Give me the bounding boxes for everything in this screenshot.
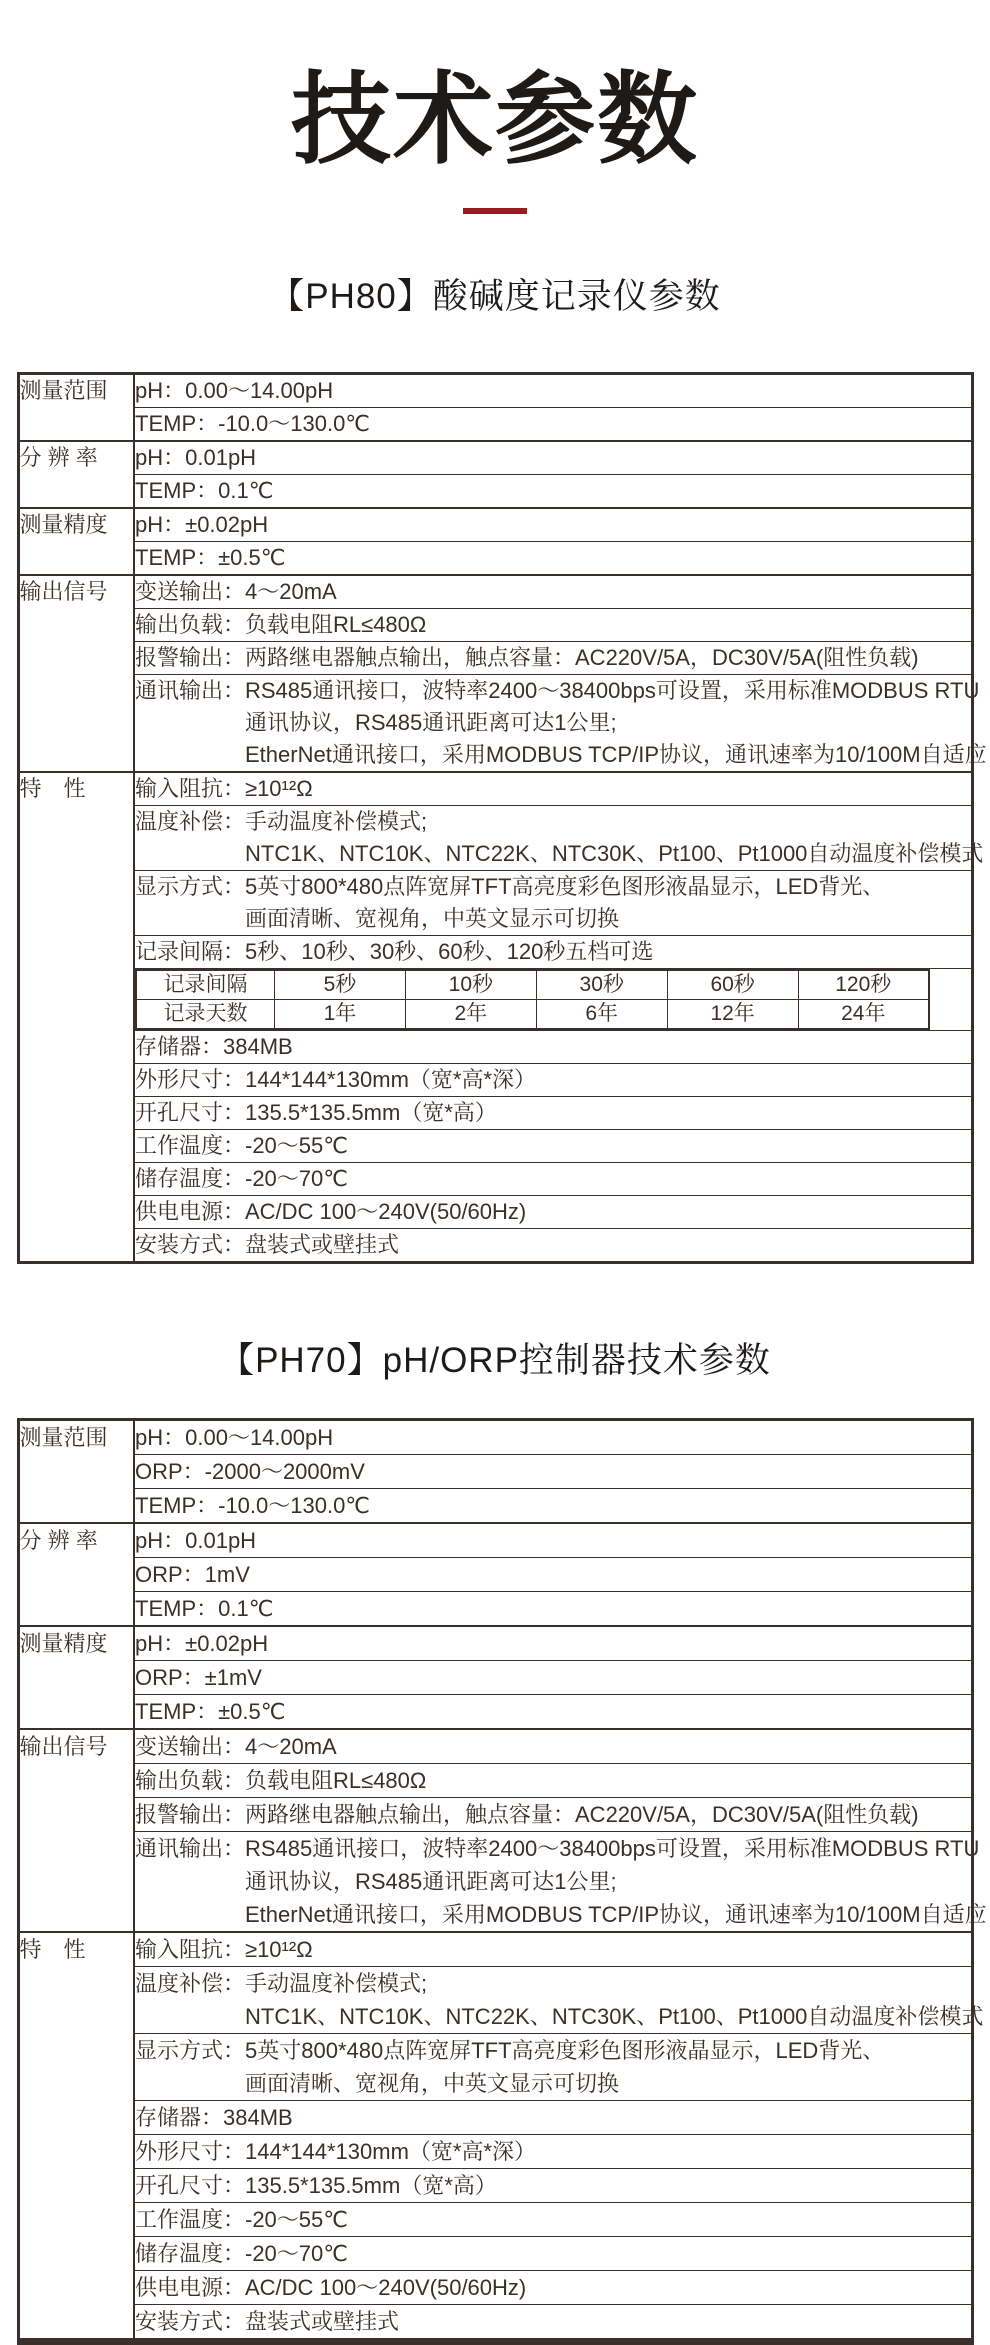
spec-value-cell bbox=[134, 2305, 972, 2342]
spec-text-line: 存储器：384MB bbox=[135, 2105, 293, 2130]
spec-row bbox=[18, 1764, 972, 1798]
spec-text-line: pH：0.01pH bbox=[135, 445, 257, 470]
spec-row bbox=[18, 1097, 972, 1130]
spec-value-cell bbox=[134, 936, 972, 969]
spec-row bbox=[18, 1523, 972, 1558]
spec-text-line: 报警输出：两路继电器触点输出，触点容量：AC220V/5A，DC30V/5A(阻性负载) bbox=[135, 645, 919, 670]
spec-value-cell bbox=[134, 2271, 972, 2305]
spec-row bbox=[18, 374, 972, 408]
spec-row bbox=[18, 1196, 972, 1229]
spec-value-cell bbox=[134, 1523, 972, 1558]
spec-row bbox=[18, 1798, 972, 1832]
spec-value-cell bbox=[134, 1764, 972, 1798]
group-label-output-signal: 输出信号 bbox=[18, 575, 134, 772]
group-label-resolution: 分 辨 率 bbox=[18, 441, 134, 508]
spec-value-cell bbox=[134, 2034, 972, 2101]
spec-text-line: 输出负载：负载电阻RL≤480Ω bbox=[135, 612, 427, 637]
spec-text-line: 储存温度：-20～70℃ bbox=[135, 1166, 348, 1191]
spec-text-line: 变送输出：4～20mA bbox=[135, 579, 337, 604]
spec-text-line: TEMP：-10.0～130.0℃ bbox=[135, 411, 371, 436]
spec-text-line: TEMP：±0.5℃ bbox=[135, 545, 286, 570]
spec-value-cell bbox=[134, 1729, 972, 1764]
spec-row bbox=[18, 1420, 972, 1455]
spec-row bbox=[18, 1729, 972, 1764]
spec-text-line: 画面清晰、宽视角，中英文显示可切换 bbox=[245, 2071, 620, 2096]
spec-text-line: 通讯输出：RS485通讯接口，波特率2400～38400bps可设置，采用标准MODBUS RTU bbox=[135, 1836, 980, 1861]
spec-row bbox=[18, 2034, 972, 2101]
spec-value-cell bbox=[134, 2101, 972, 2135]
record-interval-table bbox=[135, 969, 930, 1030]
record-cell: 10秒 bbox=[405, 970, 536, 1000]
spec-row bbox=[18, 1626, 972, 1661]
spec-text-line: pH：±0.02pH bbox=[135, 1631, 269, 1656]
spec-text-line: ORP：±1mV bbox=[135, 1665, 262, 1690]
spec-row bbox=[18, 2271, 972, 2305]
spec-text-line: 通讯输出：RS485通讯接口，波特率2400～38400bps可设置，采用标准MODBUS RTU bbox=[135, 678, 980, 703]
spec-text-line: 供电电源：AC/DC 100～240V(50/60Hz) bbox=[135, 1199, 527, 1224]
spec-text-line: TEMP：0.1℃ bbox=[135, 1596, 274, 1621]
spec-text-line: 工作温度：-20～55℃ bbox=[135, 2207, 348, 2232]
record-table-row bbox=[136, 1000, 929, 1030]
spec-text-line: ORP：-2000～2000mV bbox=[135, 1459, 365, 1484]
record-cell: 2年 bbox=[405, 1000, 536, 1030]
spec-text-line: NTC1K、NTC10K、NTC22K、NTC30K、Pt100、Pt1000自动温度补偿模式 bbox=[245, 841, 984, 866]
spec-row bbox=[18, 1932, 972, 1967]
spec-text-line: 开孔尺寸：135.5*135.5mm（宽*高） bbox=[135, 1100, 497, 1125]
spec-row bbox=[18, 575, 972, 609]
spec-value-cell bbox=[134, 1626, 972, 1661]
spec-text-line: pH：0.01pH bbox=[135, 1528, 257, 1553]
spec-text-line: 通讯协议，RS485通讯距离可达1公里; bbox=[245, 1869, 617, 1894]
spec-text-line: 存储器：384MB bbox=[135, 1034, 293, 1059]
spec-text-line: TEMP：±0.5℃ bbox=[135, 1699, 286, 1724]
spec-value-cell bbox=[134, 1661, 972, 1695]
record-cell: 1年 bbox=[275, 1000, 406, 1030]
spec-text-line: 开孔尺寸：135.5*135.5mm（宽*高） bbox=[135, 2173, 497, 2198]
page-title: 技术参数 bbox=[291, 64, 699, 176]
spec-text-line: 安装方式：盘装式或壁挂式 bbox=[135, 1232, 400, 1257]
spec-row bbox=[18, 1558, 972, 1592]
spec-text-line: 输入阻抗：≥10¹²Ω bbox=[135, 1937, 313, 1962]
spec-row bbox=[18, 1489, 972, 1524]
spec-text-line: EtherNet通讯接口，采用MODBUS TCP/IP协议，通讯速率为10/100M自适应 bbox=[245, 1902, 987, 1927]
spec-row bbox=[18, 1130, 972, 1163]
ph70-spec-table-body bbox=[18, 1420, 987, 2342]
spec-value-cell bbox=[134, 1196, 972, 1229]
spec-text-line: 供电电源：AC/DC 100～240V(50/60Hz) bbox=[135, 2275, 527, 2300]
spec-value-cell bbox=[134, 871, 972, 936]
spec-row bbox=[18, 936, 972, 969]
spec-value-cell bbox=[134, 1420, 972, 1455]
group-label-measuring-range: 测量范围 bbox=[18, 374, 134, 442]
spec-value-cell bbox=[134, 1229, 972, 1263]
spec-row bbox=[18, 1661, 972, 1695]
record-cell: 5秒 bbox=[275, 970, 406, 1000]
spec-value-cell bbox=[134, 441, 972, 475]
spec-row bbox=[18, 806, 972, 871]
spec-value-cell bbox=[134, 2203, 972, 2237]
spec-value-cell bbox=[134, 542, 972, 576]
spec-row bbox=[18, 2101, 972, 2135]
spec-value-cell bbox=[134, 1932, 972, 1967]
record-row-header: 记录天数 bbox=[136, 1000, 275, 1030]
spec-value-cell bbox=[134, 1798, 972, 1832]
spec-value-cell bbox=[134, 2135, 972, 2169]
spec-text-line: 安装方式：盘装式或壁挂式 bbox=[135, 2309, 400, 2334]
spec-value-cell bbox=[134, 374, 972, 408]
spec-value-cell bbox=[134, 806, 984, 871]
record-cell: 60秒 bbox=[667, 970, 798, 1000]
spec-value-cell bbox=[134, 642, 972, 675]
spec-value-cell bbox=[134, 1592, 972, 1627]
spec-row bbox=[18, 2237, 972, 2271]
spec-text-line: pH：0.00～14.00pH bbox=[135, 1425, 334, 1450]
spec-row bbox=[18, 2305, 972, 2342]
ph80-section-title: 【PH80】酸碱度记录仪参数 bbox=[269, 277, 721, 316]
spec-value-cell bbox=[134, 1455, 972, 1489]
group-label-measuring-range: 测量范围 bbox=[18, 1420, 134, 1524]
spec-row bbox=[18, 609, 972, 642]
group-label-accuracy: 测量精度 bbox=[18, 1626, 134, 1729]
ph70-section bbox=[0, 1336, 990, 2345]
title-accent-dash bbox=[463, 208, 527, 214]
spec-text-line: 外形尺寸：144*144*130mm（宽*高*深） bbox=[135, 2139, 537, 2164]
spec-text-line: 输入阻抗：≥10¹²Ω bbox=[135, 776, 313, 801]
spec-value-cell bbox=[134, 2237, 972, 2271]
spec-text-line: 变送输出：4～20mA bbox=[135, 1734, 337, 1759]
spec-text-line: 输出负载：负载电阻RL≤480Ω bbox=[135, 1768, 427, 1793]
spec-row bbox=[18, 508, 972, 542]
spec-text-line: ORP：1mV bbox=[135, 1562, 250, 1587]
spec-value-cell bbox=[134, 1064, 972, 1097]
spec-value-cell bbox=[134, 609, 972, 642]
spec-value-cell bbox=[134, 1832, 987, 1933]
record-cell: 24年 bbox=[798, 1000, 929, 1030]
spec-row bbox=[18, 642, 972, 675]
spec-value-cell bbox=[134, 675, 987, 773]
spec-row bbox=[18, 475, 972, 509]
record-cell: 12年 bbox=[667, 1000, 798, 1030]
spec-row bbox=[18, 969, 972, 1031]
spec-row bbox=[18, 441, 972, 475]
spec-text-line: 显示方式：5英寸800*480点阵宽屏TFT高亮度彩色图形液晶显示，LED背光、 bbox=[135, 874, 885, 899]
ph80-section bbox=[0, 272, 990, 1264]
spec-row bbox=[18, 1832, 972, 1933]
spec-value-cell bbox=[134, 1031, 972, 1064]
spec-row bbox=[18, 1031, 972, 1064]
spec-row bbox=[18, 2135, 972, 2169]
spec-text-line: 工作温度：-20～55℃ bbox=[135, 1133, 348, 1158]
spec-text-line: TEMP：0.1℃ bbox=[135, 478, 274, 503]
spec-value-cell bbox=[134, 969, 972, 1031]
record-cell: 6年 bbox=[536, 1000, 667, 1030]
spec-value-cell bbox=[134, 1097, 972, 1130]
spec-row bbox=[18, 1064, 972, 1097]
spec-value-cell bbox=[134, 475, 972, 509]
spec-text-line: 记录间隔：5秒、10秒、30秒、60秒、120秒五档可选 bbox=[135, 939, 654, 964]
spec-row bbox=[18, 2203, 972, 2237]
ph80-spec-table-body bbox=[18, 374, 987, 1263]
spec-value-cell bbox=[134, 772, 972, 806]
ph80-spec-table bbox=[17, 372, 987, 1264]
record-row-header: 记录间隔 bbox=[136, 970, 275, 1000]
group-label-features: 特 性 bbox=[18, 772, 134, 1263]
page-header bbox=[0, 0, 990, 214]
group-label-resolution: 分 辨 率 bbox=[18, 1523, 134, 1626]
record-table-row bbox=[136, 970, 929, 1000]
spec-value-cell bbox=[134, 508, 972, 542]
spec-text-line: NTC1K、NTC10K、NTC22K、NTC30K、Pt100、Pt1000自动温度补偿模式 bbox=[245, 2004, 984, 2029]
spec-text-line: pH：±0.02pH bbox=[135, 512, 269, 537]
spec-row bbox=[18, 2169, 972, 2203]
group-label-features: 特 性 bbox=[18, 1932, 134, 2342]
spec-text-line: 温度补偿：手动温度补偿模式; bbox=[135, 809, 428, 834]
spec-text-line: 储存温度：-20～70℃ bbox=[135, 2241, 348, 2266]
spec-value-cell bbox=[134, 1130, 972, 1163]
record-cell: 30秒 bbox=[536, 970, 667, 1000]
spec-text-line: 外形尺寸：144*144*130mm（宽*高*深） bbox=[135, 1067, 537, 1092]
spec-row bbox=[18, 1967, 972, 2034]
spec-row bbox=[18, 542, 972, 576]
group-label-accuracy: 测量精度 bbox=[18, 508, 134, 575]
spec-row bbox=[18, 1229, 972, 1263]
spec-value-cell bbox=[134, 1489, 972, 1524]
spec-row bbox=[18, 675, 972, 773]
spec-value-cell bbox=[134, 1695, 972, 1730]
spec-text-line: 报警输出：两路继电器触点输出，触点容量：AC220V/5A，DC30V/5A(阻性负载) bbox=[135, 1802, 919, 1827]
group-label-output-signal: 输出信号 bbox=[18, 1729, 134, 1932]
spec-row bbox=[18, 1455, 972, 1489]
spec-value-cell bbox=[134, 2169, 972, 2203]
spec-value-cell bbox=[134, 1163, 972, 1196]
spec-text-line: TEMP：-10.0～130.0℃ bbox=[135, 1493, 371, 1518]
spec-row bbox=[18, 1163, 972, 1196]
spec-value-cell bbox=[134, 408, 972, 442]
ph70-spec-table bbox=[17, 1418, 987, 2345]
spec-row bbox=[18, 1592, 972, 1627]
spec-value-cell bbox=[134, 1967, 984, 2034]
spec-text-line: pH：0.00～14.00pH bbox=[135, 378, 334, 403]
spec-text-line: 显示方式：5英寸800*480点阵宽屏TFT高亮度彩色图形液晶显示，LED背光、 bbox=[135, 2038, 885, 2063]
record-cell: 120秒 bbox=[798, 970, 929, 1000]
spec-text-line: 画面清晰、宽视角，中英文显示可切换 bbox=[245, 906, 620, 931]
spec-row bbox=[18, 772, 972, 806]
spec-row bbox=[18, 408, 972, 442]
spec-text-line: 温度补偿：手动温度补偿模式; bbox=[135, 1971, 428, 1996]
spec-value-cell bbox=[134, 575, 972, 609]
spec-text-line: EtherNet通讯接口，采用MODBUS TCP/IP协议，通讯速率为10/100M自适应 bbox=[245, 742, 987, 767]
spec-value-cell bbox=[134, 1558, 972, 1592]
ph70-section-title: 【PH70】pH/ORP控制器技术参数 bbox=[219, 1341, 771, 1380]
spec-row bbox=[18, 871, 972, 936]
spec-row bbox=[18, 1695, 972, 1730]
spec-text-line: 通讯协议，RS485通讯距离可达1公里; bbox=[245, 710, 617, 735]
